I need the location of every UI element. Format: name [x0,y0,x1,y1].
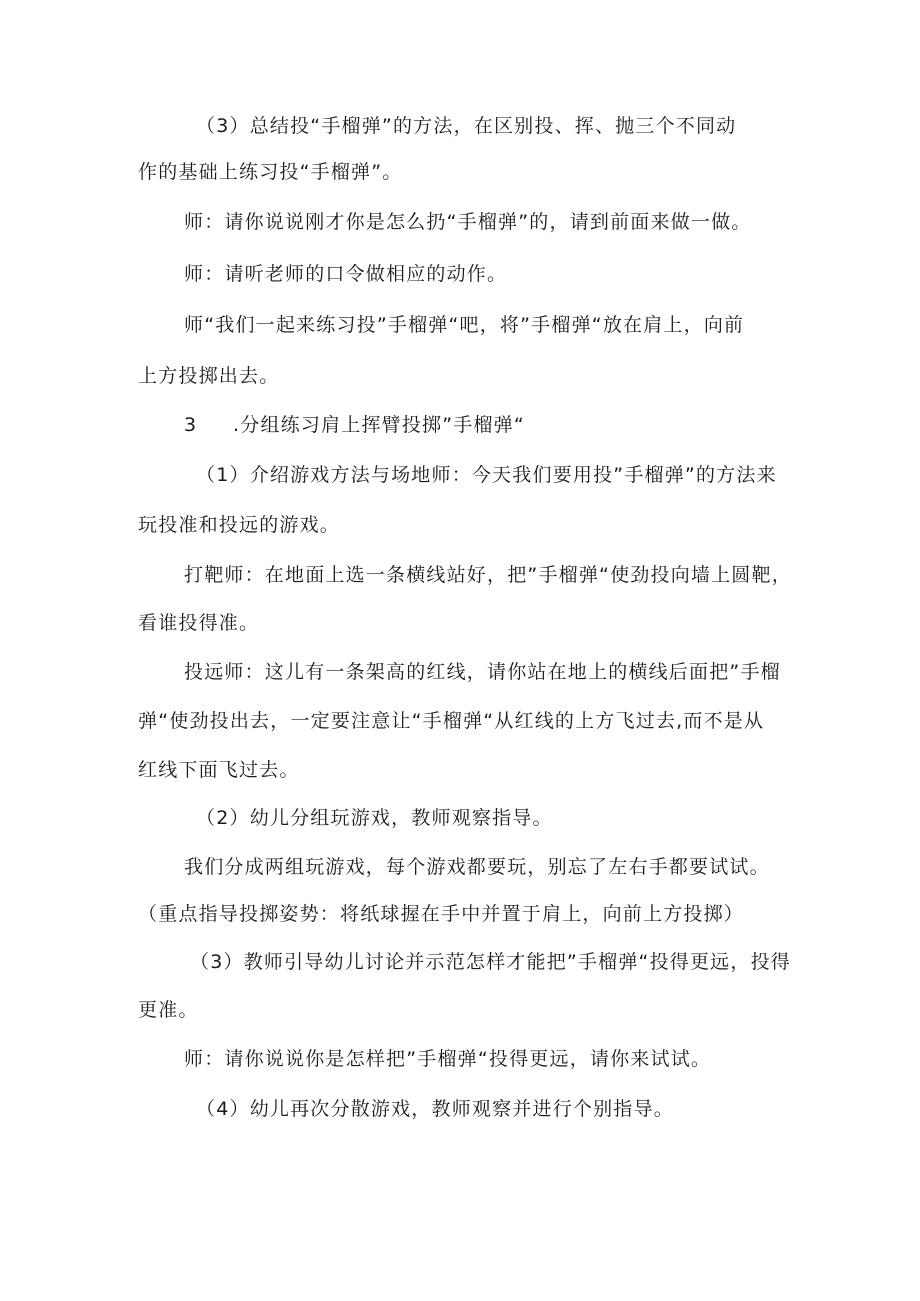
text-line: 上方投掷出去。 [138,365,280,387]
text-line: 更准。 [138,999,199,1021]
text-line: 师“我们一起来练习投”手榴弹“吧，将”手榴弹“放在肩上，向前 [184,314,745,336]
text-line: （4）幼儿再次分散游戏，教师观察并进行个别指导。 [196,1098,674,1120]
text-line: 打靶师：在地面上选一条横线站好，把”手榴弹“使劲投向墙上圆靶， [184,564,792,586]
text-line: （1）介绍游戏方法与场地师：今天我们要用投”手榴弹”的方法来 [196,464,777,486]
text-line: 弹“使劲投出去，一定要注意让“手榴弹“从红线的上方飞过去,而不是从 [138,710,765,732]
text-line: 师：请你说说刚才你是怎么扔“手榴弹”的，请到前面来做一做。 [184,211,752,233]
text-line: 看谁投得准。 [138,612,260,634]
text-line: 玩投准和投远的游戏。 [138,514,341,536]
text-line: 投远师：这儿有一条架高的红线，请你站在地上的横线后面把”手榴 [184,661,781,683]
text-line: 作的基础上练习投“手榴弹”。 [138,161,403,183]
section-number: 3 [184,414,198,436]
section-heading: .分组练习肩上挥臂投掷”手榴弹“ [233,414,525,436]
text-line: 师：请听老师的口令做相应的动作。 [184,263,508,285]
text-line: （2）幼儿分组玩游戏，教师观察指导。 [196,807,553,829]
text-line: 红线下面飞过去。 [138,759,300,781]
text-line: 我们分成两组玩游戏，每个游戏都要玩，别忘了左右手都要试试。 [184,856,770,878]
text-line: （3）教师引导幼儿讨论并示范怎样才能把”手榴弹“投得更远，投得 [190,951,791,973]
text-line: （重点指导投掷姿势：将纸球握在手中并置于肩上，向前上方投掷） [138,903,745,925]
text-line: （3）总结投“手榴弹”的方法，在区别投、挥、抛三个不同动 [196,115,737,137]
text-line: 师：请你说说你是怎样把”手榴弹“投得更远，请你来试试。 [184,1048,712,1070]
